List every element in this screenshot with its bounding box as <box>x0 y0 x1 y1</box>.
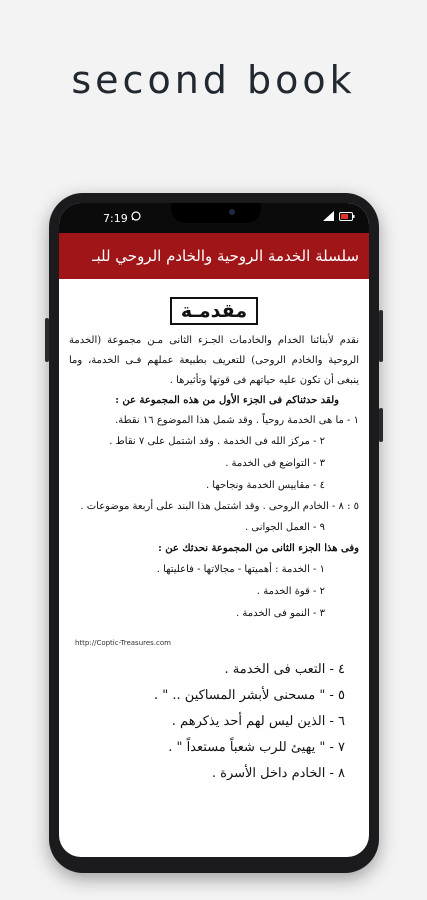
intro-paragraph: نقدم لأبنائنا الخدام والخادمات الجـزء الثانى مـن مجموعة (الخدمة الروحية والخادم الروحى) للتعريف بطبيعة عملهم فـى الخدمة، وما ينبغى أن تكون عليه حياتهم فى قوتها وتأثيرها . <box>69 335 359 386</box>
phone-volume-button <box>45 318 49 362</box>
phone-screen <box>59 203 369 857</box>
book-page[interactable] <box>59 279 369 787</box>
signal-icon <box>323 211 334 221</box>
part1-item-5: ٥ : ٨ - الخادم الروحى . وقد اشتمل هذا البند على أربعة موضوعات . <box>80 501 359 512</box>
battery-icon <box>339 212 355 221</box>
status-time: 7:19 <box>103 212 128 225</box>
part1-title: ولقد حدثناكم فى الجزء الأول من هذه المجموعة عن : <box>115 395 339 406</box>
big-list-line: ٤ - التعب فى الخدمة . <box>224 662 345 677</box>
phone-power-button <box>379 310 383 362</box>
camera-notch <box>171 203 261 223</box>
app-bar-title: سلسلة الخدمة الروحية والخادم الروحي للبـ <box>92 247 359 265</box>
list-line: ٢ - قوة الخدمة . <box>256 586 325 597</box>
status-icons <box>323 211 355 221</box>
part2-title: وفى هذا الجزء الثانى من المجموعة نحدثك عن : <box>158 543 359 554</box>
status-bar <box>59 203 369 233</box>
list-line: ٣ - التواضع فى الخدمة . <box>225 458 325 469</box>
list-line: ٤ - مقاييس الخدمة ونجاحها . <box>205 480 325 491</box>
list-line: ٣ - النمو فى الخدمة . <box>236 608 325 619</box>
app-bar <box>59 233 369 279</box>
phone-side-button <box>379 408 383 442</box>
page-heading: مقدمـة <box>170 297 258 325</box>
list-line: ٢ - مركز الله فى الخدمة . وقد اشتمل على ٧ نقاط . <box>109 436 325 447</box>
big-list-line: ٥ - " مسحنى لأبشر المساكين .. " . <box>154 688 345 703</box>
big-list-line: ٦ - الذين ليس لهم أحد يذكرهم . <box>171 714 345 729</box>
camera-icon <box>229 209 235 215</box>
source-url: http://Coptic-Treasures.com <box>75 639 171 647</box>
big-list-line: ٧ - " يهيئ للرب شعباً مستعداً " . <box>168 740 345 755</box>
part1-item-1: ١ - ما هى الخدمة روحياً . وقد شمل هذا الموضوع ١٦ نقطة. <box>115 415 359 426</box>
whatsapp-icon <box>131 211 141 221</box>
list-line: ١ - الخدمة : أهميتها - مجالاتها - فاعليتها . <box>156 564 325 575</box>
promo-title: second book <box>71 58 356 102</box>
list-line: ٩ - العمل الجوانى . <box>245 522 325 533</box>
big-list-line: ٨ - الخادم داخل الأسرة . <box>211 766 345 781</box>
